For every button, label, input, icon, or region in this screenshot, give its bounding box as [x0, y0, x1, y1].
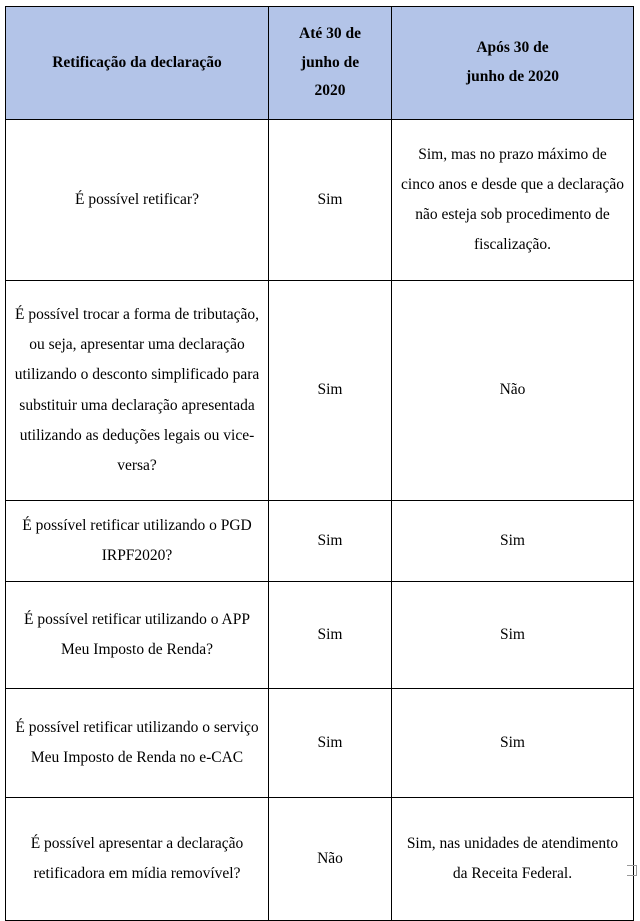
cell-after: [392, 582, 634, 689]
table-container: [5, 6, 633, 921]
cell-question: [6, 281, 269, 501]
cell-question-text: É possível retificar utilizando o PGD IRPF2020?: [22, 516, 252, 564]
cell-before-text: Sim: [317, 190, 343, 208]
cell-after-text: Sim, nas unidades de atendimento da Receita Federal.: [406, 834, 619, 882]
table-resize-handle-icon[interactable]: [627, 865, 637, 876]
cell-before-text: Sim: [317, 625, 343, 643]
cell-after: [392, 689, 634, 798]
table-header-row: [6, 7, 634, 120]
cell-after: [392, 798, 634, 921]
column-header-after-deadline: [392, 7, 634, 120]
cell-before-text: Sim: [317, 381, 343, 399]
cell-before: [269, 281, 392, 501]
cell-question: [6, 582, 269, 689]
cell-question-text: É possível trocar a forma de tributação, ou seja, apresentar uma declaração utilizando o desconto simplificado para substituir uma declaração apresentada utilizando as deduções legais ou vice-versa?: [14, 305, 260, 474]
table-row: [6, 281, 634, 501]
column-header-question: [6, 7, 269, 120]
cell-question: [6, 120, 269, 281]
table-header: [6, 7, 634, 120]
cell-after-text: Não: [499, 381, 526, 399]
cell-after-text: Sim: [500, 625, 525, 643]
column-header-before-line1: Até 30 de: [299, 24, 361, 42]
cell-after: [392, 281, 634, 501]
column-header-before-line3: 2020: [314, 82, 346, 100]
table-row: [6, 582, 634, 689]
column-header-after-line2: junho de 2020: [465, 68, 560, 85]
cell-before-text: Sim: [317, 531, 343, 549]
cell-before: [269, 120, 392, 281]
cell-before: [269, 582, 392, 689]
retificacao-declaracao-table: [5, 6, 634, 921]
cell-before: [269, 689, 392, 798]
cell-question-text: É possível apresentar a declaração retificadora em mídia removível?: [30, 834, 244, 882]
cell-before-text: Não: [317, 849, 343, 867]
cell-after-text: Sim, mas no prazo máximo de cinco anos e desde que a declaração não esteja sob procedimento de fiscalização.: [401, 145, 624, 254]
cell-after-text: Sim: [500, 531, 525, 549]
cell-question: [6, 798, 269, 921]
cell-before: [269, 501, 392, 582]
cell-after-text: Sim: [500, 733, 525, 751]
cell-question-text: É possível retificar utilizando o APP Meu Imposto de Renda?: [23, 610, 250, 658]
column-header-question-label: Retificação da declaração: [52, 53, 222, 71]
cell-question: [6, 501, 269, 582]
cell-before-text: Sim: [317, 733, 343, 751]
column-header-before-line2: junho de: [300, 53, 360, 71]
cell-question-text: É possível retificar?: [75, 190, 199, 208]
table-row: [6, 120, 634, 281]
cell-before: [269, 798, 392, 921]
column-header-before-deadline: [269, 7, 392, 120]
cell-question: [6, 689, 269, 798]
cell-after: [392, 501, 634, 582]
table-body: [6, 120, 634, 921]
cell-question-text: É possível retificar utilizando o serviço Meu Imposto de Renda no e-CAC: [15, 718, 259, 766]
column-header-after-line1: Após 30 de: [476, 39, 549, 57]
table-row: [6, 689, 634, 798]
cell-after: [392, 120, 634, 281]
table-row: [6, 501, 634, 582]
table-row: [6, 798, 634, 921]
